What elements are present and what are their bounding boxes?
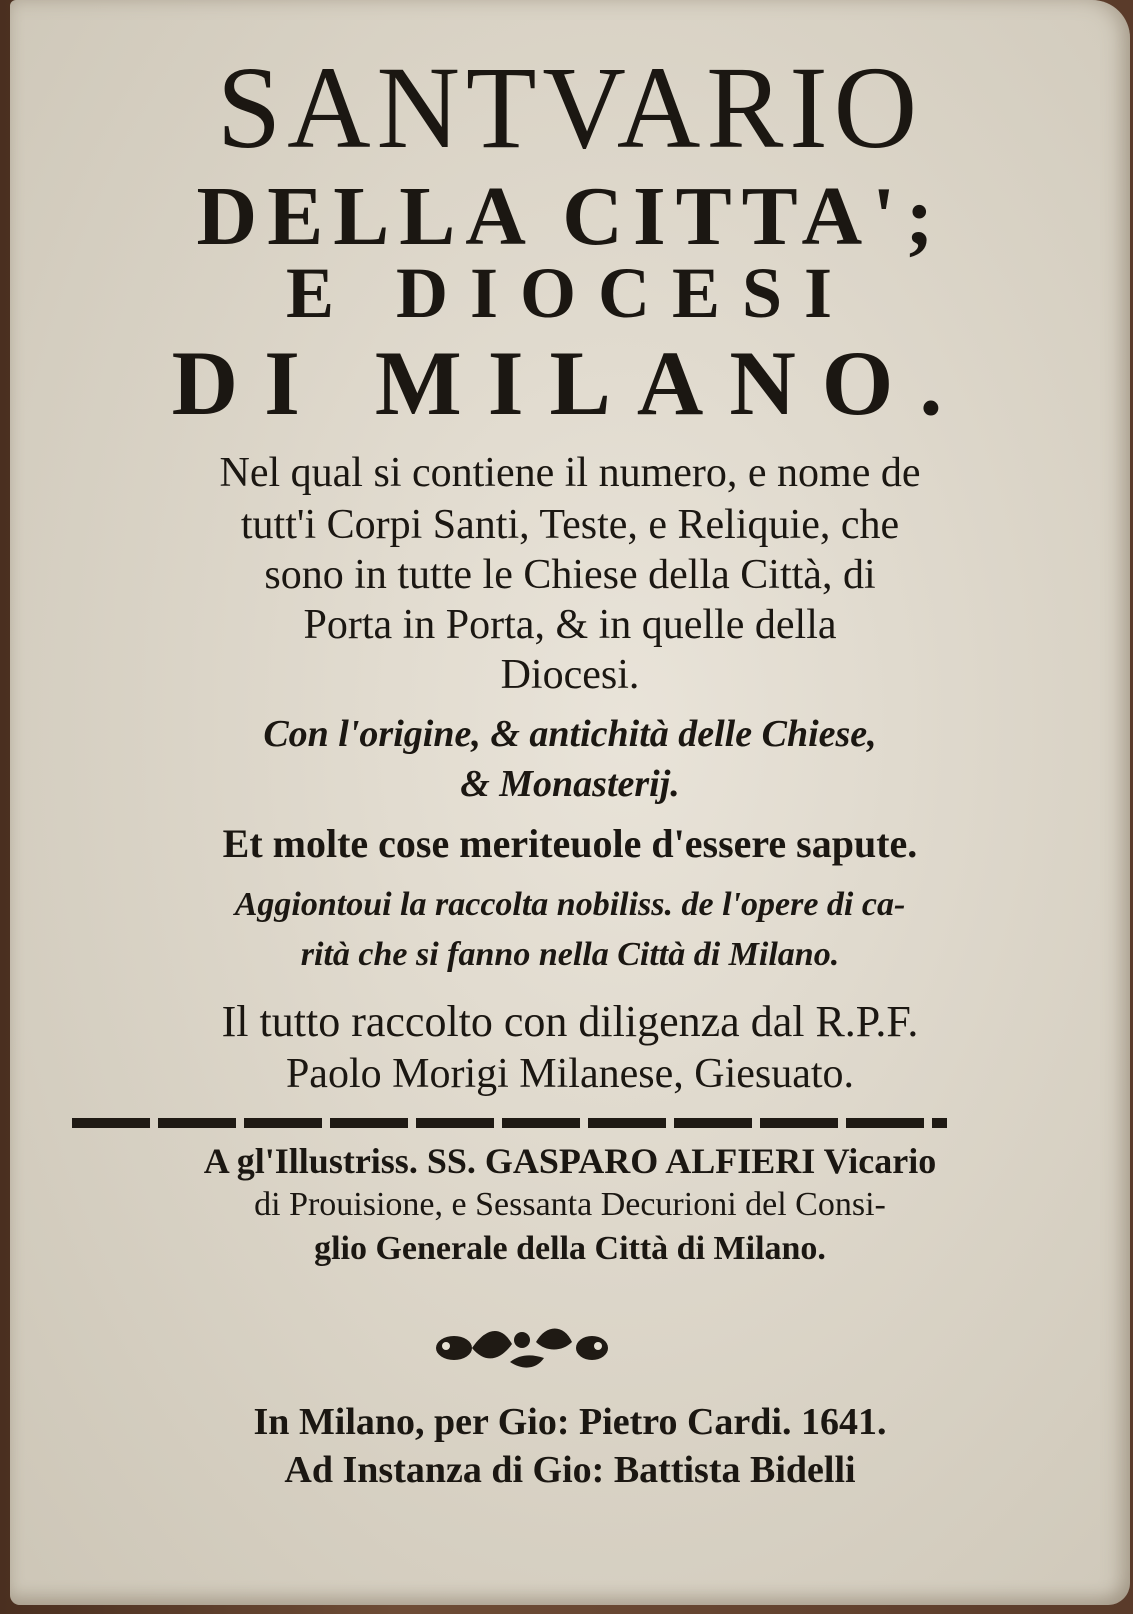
description-line: Nel qual si contiene il numero, e nome de <box>219 450 921 496</box>
title-line-e-diocesi: E DIOCESI <box>285 253 855 333</box>
author-line: Il tutto raccolto con diligenza dal R.P.F. <box>221 997 919 1046</box>
imprint-line: In Milano, per Gio: Pietro Cardi. 1641. <box>253 1401 887 1443</box>
imprint-line: Ad Instanza di Gio: Battista Bidelli <box>284 1449 856 1491</box>
dedication-line: glio Generale della Città di Milano. <box>314 1230 826 1267</box>
printer-ornament-icon <box>432 1318 612 1376</box>
title-line-santuario: SANTVARIO <box>216 42 924 173</box>
description-line: Porta in Porta, & in quelle della <box>303 602 837 648</box>
dedication-line: A gl'Illustriss. SS. GASPARO ALFIERI Vicario <box>203 1141 937 1181</box>
cose-line: Et molte cose meriteuole d'essere sapute. <box>222 821 918 866</box>
title-page <box>10 0 1130 1605</box>
description-line: sono in tutte le Chiese della Città, di <box>264 552 876 598</box>
title-line-della-citta: DELLA CITTA'; <box>196 170 944 263</box>
description-line: Diocesi. <box>500 652 640 698</box>
aggiunta-line: rità che si fanno nella Città di Milano. <box>300 936 840 973</box>
divider-rule <box>72 1118 947 1128</box>
dedication-line: di Prouisione, e Sessanta Decurioni del Consi- <box>254 1186 886 1223</box>
description-line: tutt'i Corpi Santi, Teste, e Reliquie, che <box>240 502 900 548</box>
author-line: Paolo Morigi Milanese, Giesuato. <box>285 1051 855 1097</box>
origin-line: & Monasterij. <box>460 763 680 805</box>
title-line-di-milano: DI MILANO. <box>171 332 969 434</box>
origin-line: Con l'origine, & antichità delle Chiese, <box>263 713 877 755</box>
aggiunta-line: Aggiontoui la raccolta nobiliss. de l'opere di ca- <box>234 886 906 923</box>
